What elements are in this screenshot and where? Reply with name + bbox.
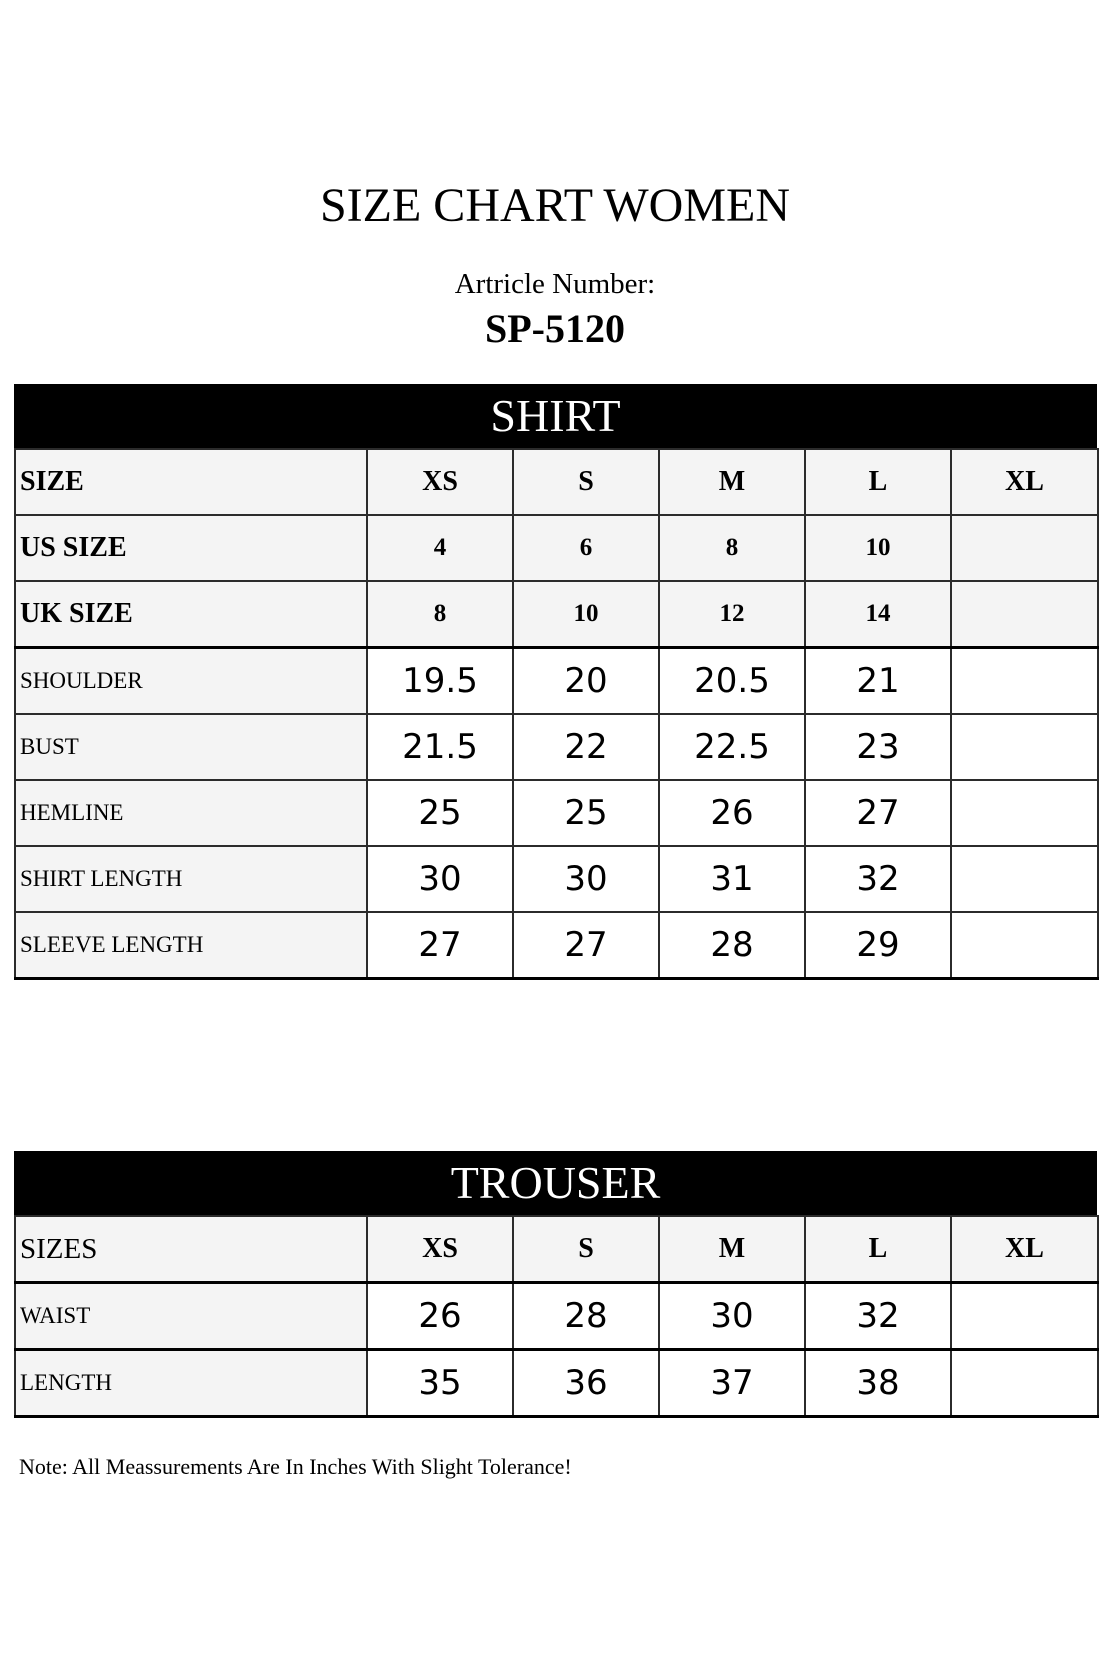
table-cell: 27: [367, 912, 513, 979]
table-cell: 26: [367, 1283, 513, 1350]
table-cell: 25: [513, 780, 659, 846]
table-cell: 27: [513, 912, 659, 979]
table-cell: 30: [513, 846, 659, 912]
trouser-grid: [14, 1215, 1099, 1418]
size-header-cell: S: [513, 1216, 659, 1283]
shirt-length-row: [15, 846, 1098, 912]
row-label: BUST: [15, 714, 367, 780]
table-cell: 20.5: [659, 648, 805, 715]
table-cell: 8: [659, 515, 805, 581]
table-cell: 30: [659, 1283, 805, 1350]
row-label: WAIST: [15, 1283, 367, 1350]
shoulder-row: [15, 648, 1098, 715]
table-cell: 30: [367, 846, 513, 912]
row-label: SHIRT LENGTH: [15, 846, 367, 912]
table-cell: 25: [367, 780, 513, 846]
row-label: US SIZE: [15, 515, 367, 581]
table-cell: 19.5: [367, 648, 513, 715]
row-label: HEMLINE: [15, 780, 367, 846]
table-cell: 22: [513, 714, 659, 780]
trouser-size-table: [14, 1151, 1097, 1418]
table-cell: 23: [805, 714, 951, 780]
table-cell: [951, 780, 1098, 846]
article-number-value: SP-5120: [485, 306, 625, 351]
size-header-cell: L: [805, 1216, 951, 1283]
row-label: SHOULDER: [15, 648, 367, 715]
size-header-cell: L: [805, 449, 951, 515]
table-cell: 36: [513, 1350, 659, 1417]
us-size-row: [15, 515, 1098, 581]
length-row: [15, 1350, 1098, 1417]
bust-row: [15, 714, 1098, 780]
row-label: UK SIZE: [15, 581, 367, 648]
shirt-table-heading: SHIRT: [14, 384, 1097, 448]
table-cell: 28: [659, 912, 805, 979]
table-cell: 22.5: [659, 714, 805, 780]
table-cell: 20: [513, 648, 659, 715]
table-cell: 37: [659, 1350, 805, 1417]
article-number-label: Artricle Number:: [454, 268, 656, 300]
table-cell: 6: [513, 515, 659, 581]
table-cell: 10: [805, 515, 951, 581]
size-header-cell: S: [513, 449, 659, 515]
row-label: LENGTH: [15, 1350, 367, 1417]
trouser-table-heading: TROUSER: [14, 1151, 1097, 1215]
row-label: SLEEVE LENGTH: [15, 912, 367, 979]
table-cell: 38: [805, 1350, 951, 1417]
table-cell: [951, 515, 1098, 581]
table-cell: [951, 846, 1098, 912]
row-label: SIZE: [15, 449, 367, 515]
size-header-cell: XS: [367, 1216, 513, 1283]
table-cell: 31: [659, 846, 805, 912]
trouser-size-header-row: [15, 1216, 1098, 1283]
table-cell: 21: [805, 648, 951, 715]
table-cell: 4: [367, 515, 513, 581]
table-cell: 8: [367, 581, 513, 648]
table-cell: [951, 912, 1098, 979]
row-label: SIZES: [15, 1216, 367, 1283]
table-cell: [951, 714, 1098, 780]
measurement-note: Note: All Meassurements Are In Inches With Slight Tolerance!: [19, 1454, 572, 1479]
waist-row: [15, 1283, 1098, 1350]
size-header-cell: XS: [367, 449, 513, 515]
table-cell: 35: [367, 1350, 513, 1417]
shirt-size-header-row: [15, 449, 1098, 515]
uk-size-row: [15, 581, 1098, 648]
table-cell: 26: [659, 780, 805, 846]
table-cell: [951, 581, 1098, 648]
table-cell: 28: [513, 1283, 659, 1350]
shirt-grid: [14, 448, 1099, 980]
table-cell: 10: [513, 581, 659, 648]
size-header-cell: M: [659, 1216, 805, 1283]
size-header-cell: XL: [951, 449, 1098, 515]
table-cell: 27: [805, 780, 951, 846]
size-header-cell: XL: [951, 1216, 1098, 1283]
table-cell: 12: [659, 581, 805, 648]
hemline-row: [15, 780, 1098, 846]
table-cell: 32: [805, 846, 951, 912]
table-cell: [951, 1283, 1098, 1350]
sleeve-length-row: [15, 912, 1098, 979]
table-cell: [951, 1350, 1098, 1417]
table-cell: 32: [805, 1283, 951, 1350]
page-title: SIZE CHART WOMEN: [319, 179, 790, 232]
table-cell: 29: [805, 912, 951, 979]
table-cell: [951, 648, 1098, 715]
size-header-cell: M: [659, 449, 805, 515]
table-cell: 21.5: [367, 714, 513, 780]
table-cell: 14: [805, 581, 951, 648]
shirt-size-table: [14, 384, 1097, 980]
